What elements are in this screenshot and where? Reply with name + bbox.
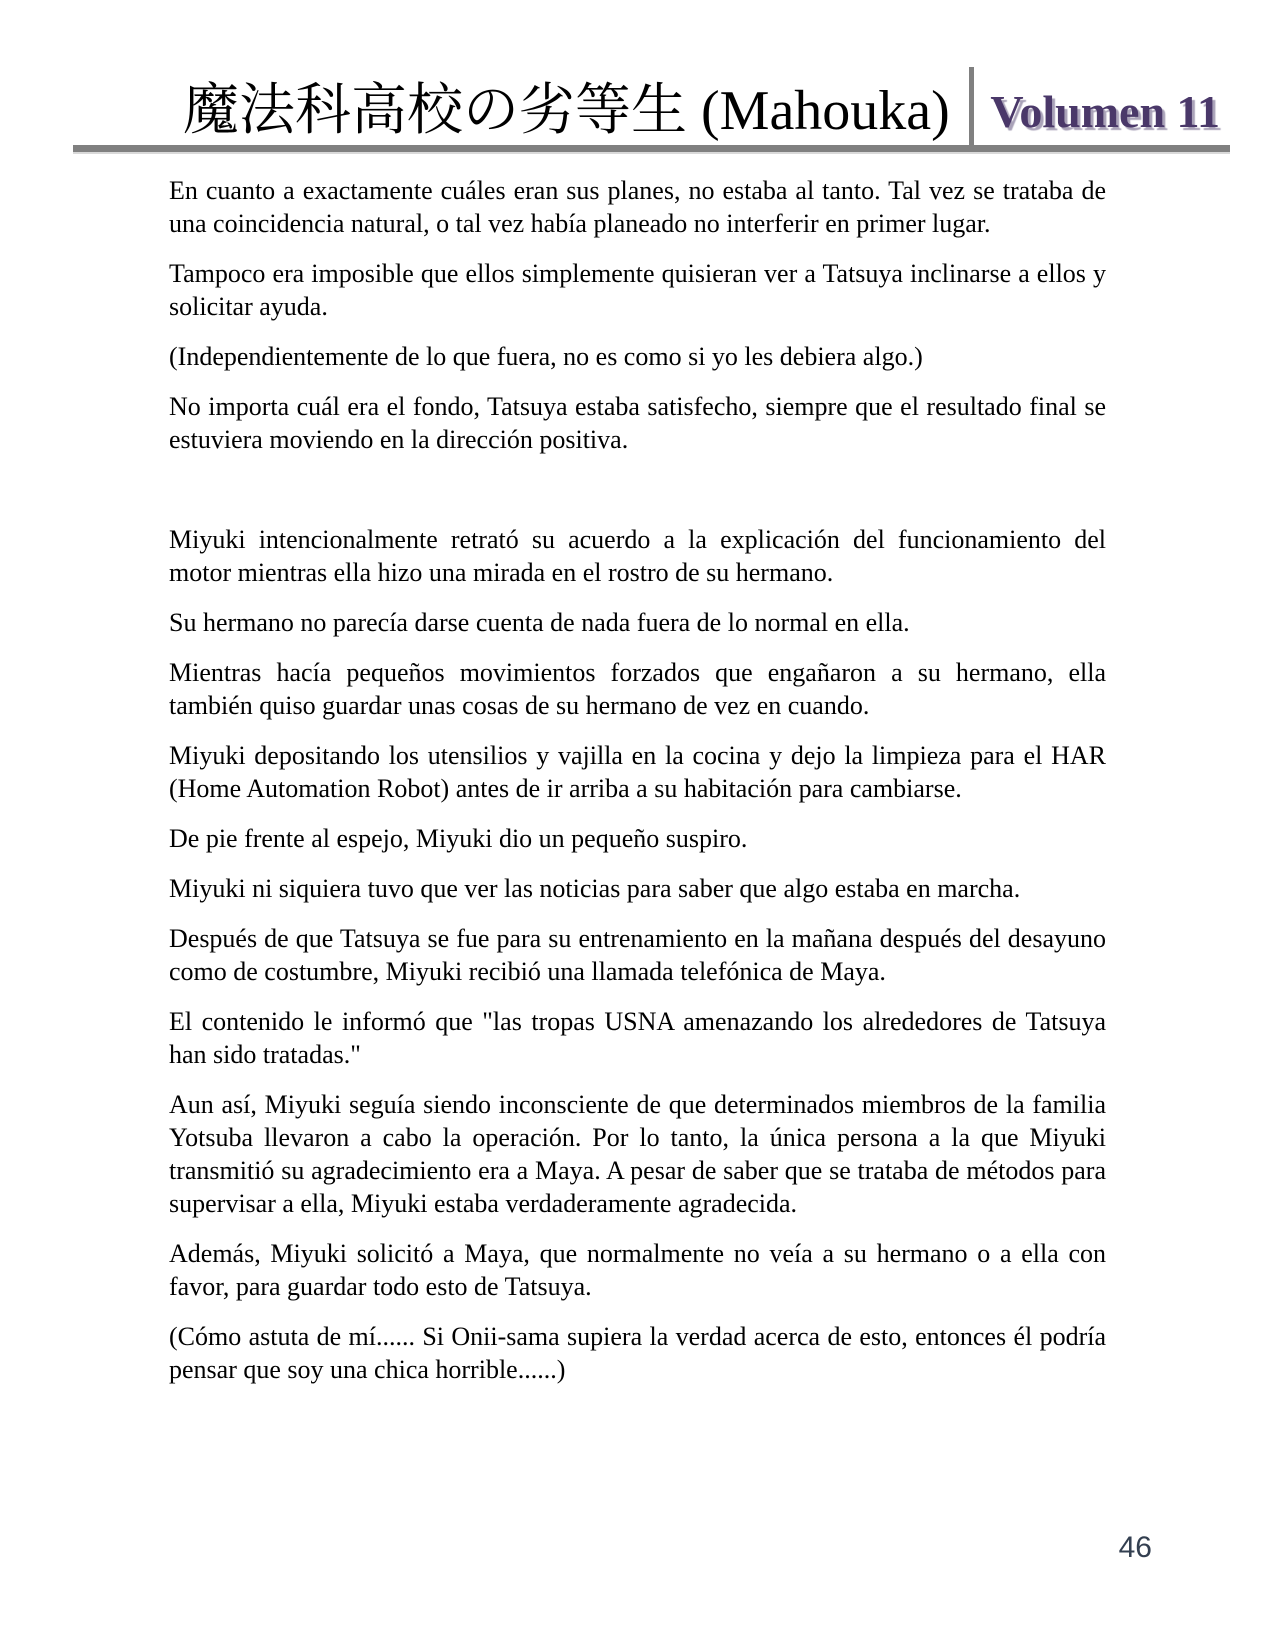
paragraph: En cuanto a exactamente cuáles eran sus planes, no estaba al tanto. Tal vez se trataba de una coincidencia natural, o tal vez había planeado no interferir en primer lugar. <box>169 176 1106 238</box>
scene-break <box>169 473 1106 523</box>
volume-label: Volumen 11 <box>990 86 1220 137</box>
document-title: 魔法科高校の劣等生 (Mahouka) <box>183 80 950 142</box>
paragraph: Su hermano no parecía darse cuenta de nada fuera de lo normal en ella. <box>169 608 910 637</box>
paragraph: (Independientemente de lo que fuera, no es como si yo les debiera algo.) <box>169 342 923 371</box>
paragraph: El contenido le informó que "las tropas USNA amenazando los alrededores de Tatsuya han sido tratadas." <box>169 1007 1106 1069</box>
paragraph: Aun así, Miyuki seguía siendo inconsciente de que determinados miembros de la familia Yotsuba llevaron a cabo la operación. Por lo tanto, la única persona a la que Miyuki transmitió su agradecimiento era a Maya. A pesar de saber que se trataba de métodos para supervisar a ella, Miyuki estaba verdaderamente agradecida. <box>169 1090 1106 1218</box>
paragraph: Mientras hacía pequeños movimientos forzados que engañaron a su hermano, ella también quiso guardar unas cosas de su hermano de vez en cuando. <box>169 658 1106 720</box>
paragraph: Tampoco era imposible que ellos simplemente quisieran ver a Tatsuya inclinarse a ellos y solicitar ayuda. <box>169 259 1106 321</box>
paragraph: De pie frente al espejo, Miyuki dio un pequeño suspiro. <box>169 824 748 853</box>
page-header <box>73 0 1230 152</box>
page-body <box>169 174 1106 1386</box>
paragraph: Además, Miyuki solicitó a Maya, que normalmente no veía a su hermano o a ella con favor, para guardar todo esto de Tatsuya. <box>169 1239 1106 1301</box>
paragraph: No importa cuál era el fondo, Tatsuya estaba satisfecho, siempre que el resultado final se estuviera moviendo en la dirección positiva. <box>169 392 1106 454</box>
page-number: 46 <box>1118 1531 1152 1564</box>
paragraph: Después de que Tatsuya se fue para su entrenamiento en la mañana después del desayuno como de costumbre, Miyuki recibió una llamada telefónica de Maya. <box>169 924 1106 986</box>
paragraph: Miyuki intencionalmente retrató su acuerdo a la explicación del funcionamiento del motor mientras ella hizo una mirada en el rostro de su hermano. <box>169 525 1106 587</box>
paragraph: Miyuki ni siquiera tuvo que ver las noticias para saber que algo estaba en marcha. <box>169 874 1021 903</box>
paragraph: (Cómo astuta de mí...... Si Onii-sama supiera la verdad acerca de esto, entonces él podría pensar que soy una chica horrible......) <box>169 1322 1106 1384</box>
paragraph: Miyuki depositando los utensilios y vajilla en la cocina y dejo la limpieza para el HAR (Home Automation Robot) antes de ir arriba a su habitación para cambiarse. <box>169 741 1106 803</box>
